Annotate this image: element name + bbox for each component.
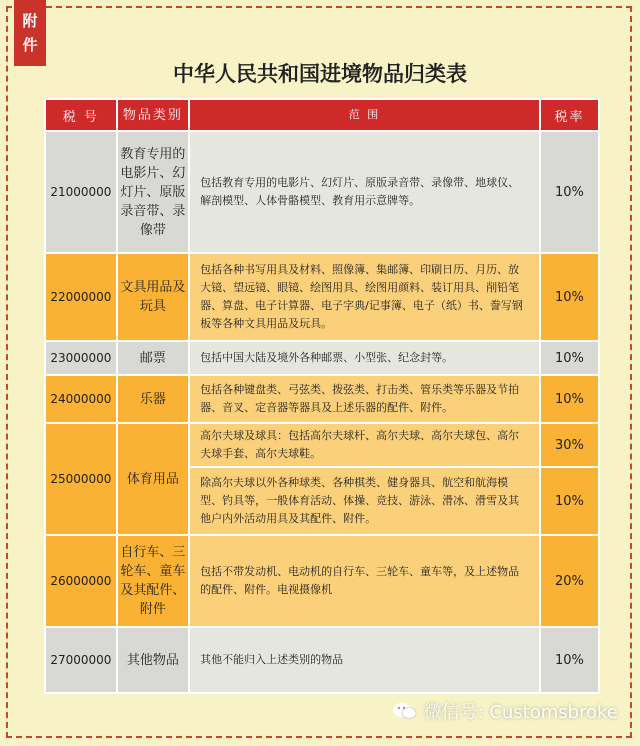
- header-rate: 税率: [540, 99, 599, 131]
- wechat-icon: [392, 701, 418, 721]
- row-rate: 30%: [540, 423, 599, 467]
- header-scope: 范 围: [189, 99, 540, 131]
- tag-char-2: 件: [22, 36, 38, 54]
- row-category: 乐器: [117, 375, 189, 423]
- row-rate: 10%: [540, 375, 599, 423]
- table-header-row: [45, 99, 599, 131]
- table-row: [45, 423, 599, 467]
- row-scope: 其他不能归入上述类别的物品: [189, 627, 540, 693]
- row-rate: 20%: [540, 535, 599, 627]
- row-category: 其他物品: [117, 627, 189, 693]
- row-rate: 10%: [540, 341, 599, 375]
- row-category: 体育用品: [117, 423, 189, 535]
- page-title: 中华人民共和国进境物品归类表: [173, 62, 467, 86]
- table-row: [45, 253, 599, 341]
- row-code: 22000000: [45, 253, 117, 341]
- tag-char-1: 附: [22, 12, 38, 30]
- row-code: 23000000: [45, 341, 117, 375]
- table-row: [45, 627, 599, 693]
- row-category: 教育专用的电影片、幻灯片、原版录音带、录像带: [117, 131, 189, 253]
- row-category: 自行车、三轮车、童车及其配件、附件: [117, 535, 189, 627]
- table-row: [45, 535, 599, 627]
- row-scope: 包括不带发动机、电动机的自行车、三轮车、童车等，及上述物品的配件、附件。电视摄像机: [189, 535, 540, 627]
- row-rate: 10%: [540, 253, 599, 341]
- row-code: 27000000: [45, 627, 117, 693]
- row-rate: 10%: [540, 131, 599, 253]
- row-scope: 包括各种键盘类、弓弦类、拨弦类、打击类、管乐类等乐器及节拍器、音叉、定音器等器具及上述乐器的配件、附件。: [189, 375, 540, 423]
- row-code: 21000000: [45, 131, 117, 253]
- table-row: [45, 375, 599, 423]
- header-category: 物品类别: [117, 99, 189, 131]
- table-row: [45, 131, 599, 253]
- row-category: 邮票: [117, 341, 189, 375]
- header-code: 税 号: [45, 99, 117, 131]
- row-code: 24000000: [45, 375, 117, 423]
- attachment-tag: [14, 0, 46, 66]
- watermark-text: 微信号: Customsbroke: [423, 702, 618, 723]
- table-row: [45, 341, 599, 375]
- row-code: 26000000: [45, 535, 117, 627]
- row-scope: 包括教育专用的电影片、幻灯片、原版录音带、录像带、地球仪、解剖模型、人体骨骼模型、教育用示意牌等。: [189, 131, 540, 253]
- row-code: 25000000: [45, 423, 117, 535]
- classification-table: [44, 98, 600, 694]
- row-scope: 高尔夫球及球具：包括高尔夫球杆、高尔夫球、高尔夫球包、高尔夫球手套、高尔夫球鞋。: [189, 423, 540, 467]
- row-scope: 除高尔夫球以外各种球类、各种棋类、健身器具、航空和航海模型、钓具等，一般体育活动、体操、竞技、游泳、滑冰、滑雪及其他户内外活动用具及其配件、附件。: [189, 467, 540, 535]
- wechat-watermark: [392, 698, 618, 724]
- row-category: 文具用品及玩具: [117, 253, 189, 341]
- row-rate: 10%: [540, 467, 599, 535]
- row-rate: 10%: [540, 627, 599, 693]
- row-scope: 包括各种书写用具及材料、照像簿、集邮簿、印刷日历、月历、放大镜、望远镜、眼镜、绘图用具、绘图用颜料、装订用具、削铅笔器、算盘、电子计算器、电子字典/记事簿、电子（纸）书、誊写钢板等各种文具用品及玩具。: [189, 253, 540, 341]
- row-scope: 包括中国大陆及境外各种邮票、小型张、纪念封等。: [189, 341, 540, 375]
